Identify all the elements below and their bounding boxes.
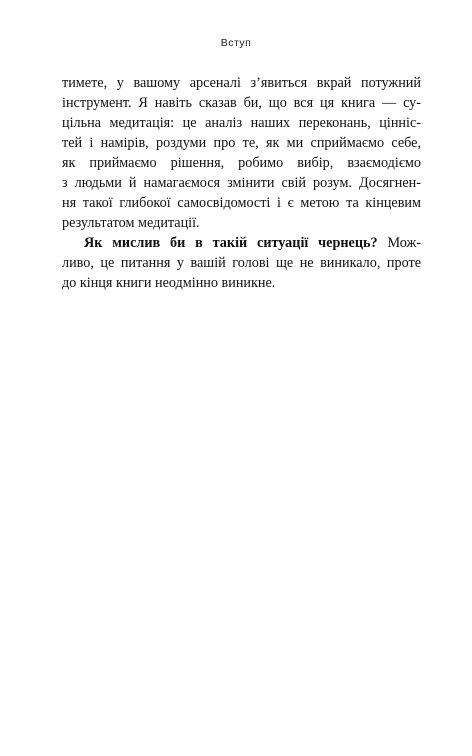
running-head: Вступ xyxy=(220,37,252,49)
paragraph2-line-2: ливо, це питання у вашій голові ще не виникало, проте xyxy=(62,255,421,271)
paragraph1-line-4: тей і намірів, роздуми про те, як ми сприймаємо себе, xyxy=(62,135,421,151)
paragraph1-line-2: інструмент. Я навіть сказав би, що вся ця книга — су- xyxy=(62,95,421,111)
body-text xyxy=(62,73,421,293)
paragraph1-line-3: цільна медитація: це аналіз наших переконань, цінніс- xyxy=(62,115,421,131)
paragraph1-line-8: результатом медитації. xyxy=(62,215,200,231)
paragraph2-bold-question: Як мислив би в такій ситуації чернець? xyxy=(84,235,378,251)
paragraph2-line-1-rest: Мож- xyxy=(377,235,421,251)
paragraph1-line-6: з людьми й намагаємося змінити свій розум. Досягнен- xyxy=(62,175,421,191)
paragraph1-line-5: як приймаємо рішення, робимо вибір, взаємодіємо xyxy=(62,155,421,171)
paragraph2-line-3: до кінця книги неодмінно виникне. xyxy=(62,275,276,291)
paragraph1-line-1: тимете, у вашому арсеналі з’явиться вкрай потужний xyxy=(62,75,421,91)
paragraph2-line-1 xyxy=(62,233,421,253)
paragraph1-line-7: ня такої глибокої самосвідомості і є метою та кінцевим xyxy=(62,195,421,211)
